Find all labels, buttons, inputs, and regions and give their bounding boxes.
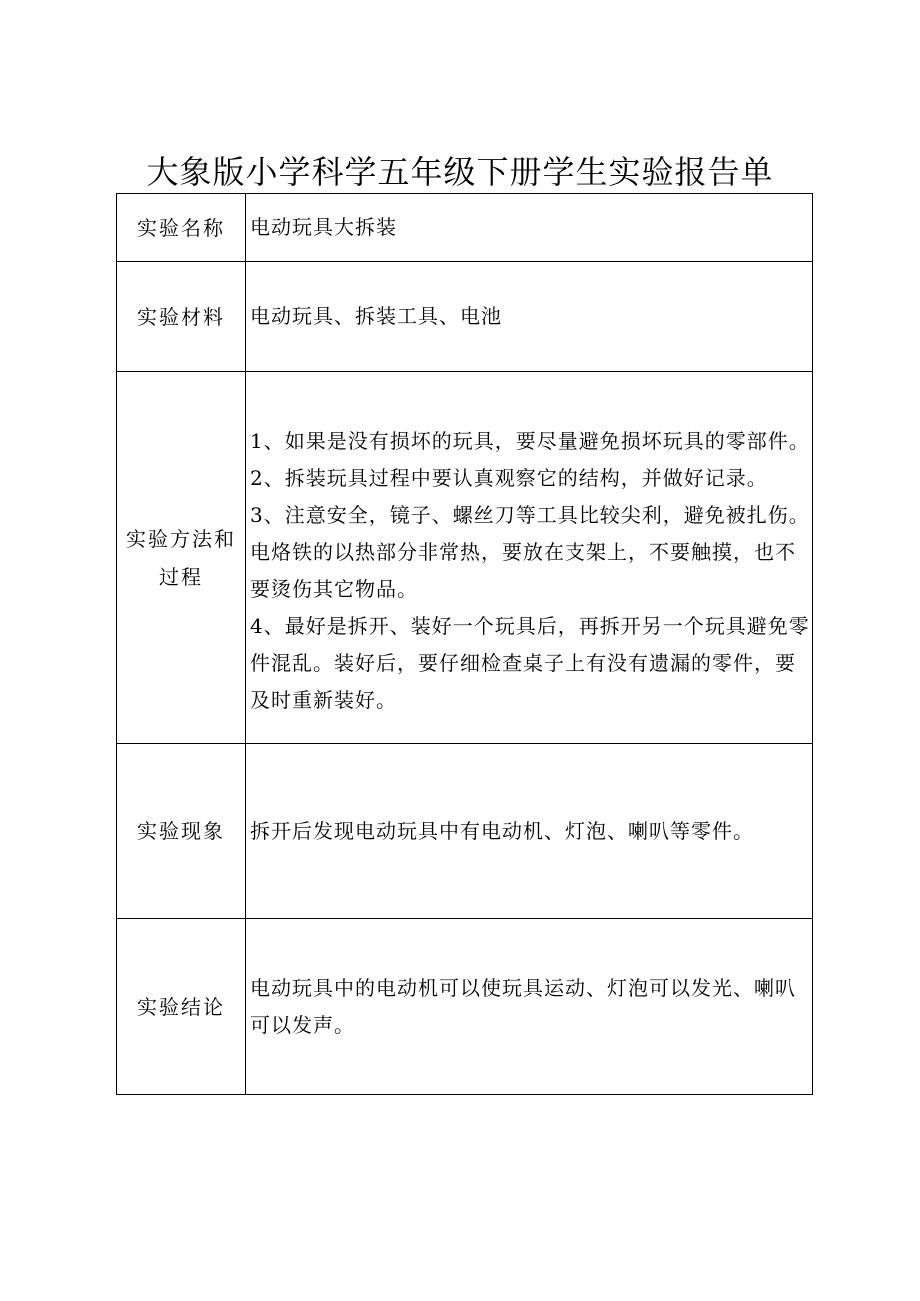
row-label-materials: 实验材料: [117, 262, 246, 372]
table-row: [117, 744, 813, 919]
method-step-4: 4、最好是拆开、装好一个玩具后，再拆开另一个玩具避免零件混乱。装好后，要仔细检查桌子上有没有遗漏的零件，要及时重新装好。: [250, 613, 810, 712]
experiment-materials: 电动玩具、拆装工具、电池: [246, 262, 813, 372]
method-step-2: 2、拆装玩具过程中要认真观察它的结构，并做好记录。: [250, 465, 768, 490]
row-label-method: 实验方法和过程: [117, 372, 246, 744]
method-step-3: 3、注意安全，镜子、螺丝刀等工具比较尖利，避免被扎伤。电烙铁的以热部分非常热，要放在支架上，不要触摸，也不要烫伤其它物品。: [250, 502, 810, 601]
table-row: [117, 194, 813, 262]
row-label-conclusion: 实验结论: [117, 919, 246, 1095]
experiment-conclusion: 电动玩具中的电动机可以使玩具运动、灯泡可以发光、喇叭可以发声。: [246, 919, 813, 1095]
table-row: [117, 372, 813, 744]
page-title: 大象版小学科学五年级下册学生实验报告单: [146, 153, 774, 191]
table-row: [117, 919, 813, 1095]
experiment-method: [246, 372, 813, 744]
experiment-name: 电动玩具大拆装: [246, 194, 813, 262]
report-table: [116, 193, 813, 1095]
row-label-phenomenon: 实验现象: [117, 744, 246, 919]
row-label-name: 实验名称: [117, 194, 246, 262]
method-step-1: 1、如果是没有损坏的玩具，要尽量避免损坏玩具的零部件。: [250, 428, 810, 453]
table-row: [117, 262, 813, 372]
experiment-phenomenon: 拆开后发现电动玩具中有电动机、灯泡、喇叭等零件。: [246, 744, 813, 919]
